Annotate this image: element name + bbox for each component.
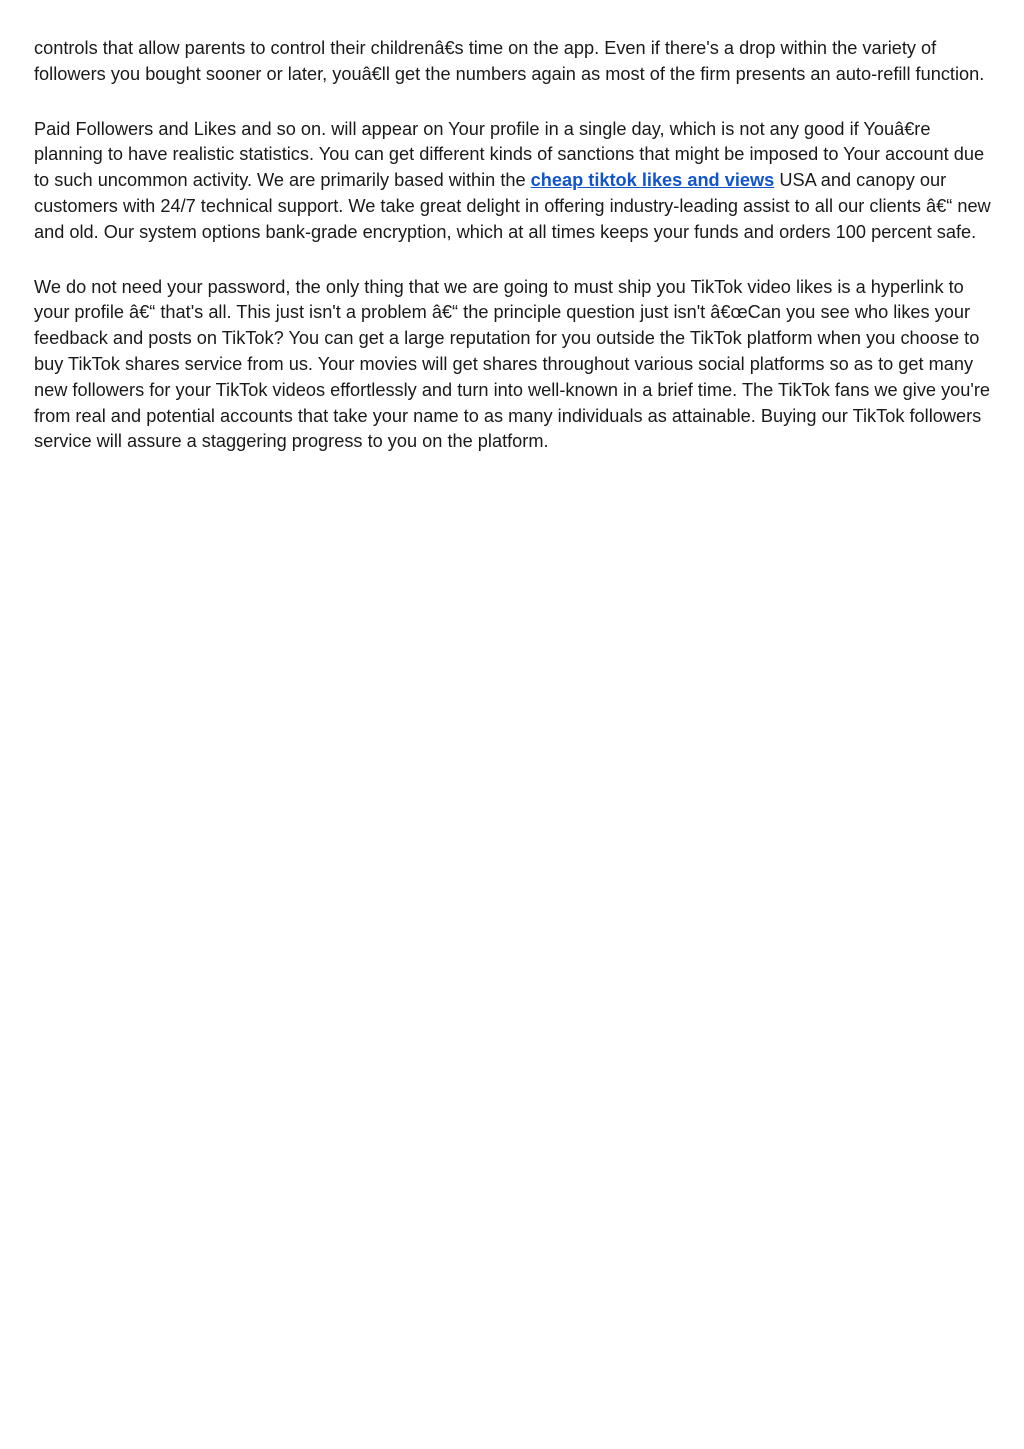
paragraph-paid-followers — [34, 117, 994, 246]
document-page — [34, 36, 994, 484]
paragraph-password-info: We do not need your password, the only thing that we are going to must ship you TikTok video likes is a hyperlink to your profile â€“ that's all. This just isn't a problem â€“ the principle question just isn't â€œCan you see who likes your feedback and posts on TikTok? You can get a large reputation for you outside the TikTok platform when you choose to buy TikTok shares service from us. Your movies will get shares throughout various social platforms so as to get many new followers for your TikTok videos effortlessly and turn into well-known in a brief time. The TikTok fans we give you're from real and potential accounts that take your name to as many individuals as attainable. Buying our TikTok followers service will assure a staggering progress to you on the platform. — [34, 276, 991, 452]
paragraph-parental-controls: controls that allow parents to control their childrenâ€s time on the app. Even if there's a drop within the variety of followers you bought sooner or later, youâ€ll get the numbers again as most of the firm presents an auto-refill function. — [34, 38, 985, 84]
paragraph-text-before-link: Paid Followers and Likes and so on. will appear on Your profile in a single day, which is not any good if Youâ€re planning to have realistic statistics. You can get different kinds of sanctions that might be imposed to Your account due to such uncommon activity. We are primarily based within the — [34, 118, 985, 191]
paragraph-text-after-link: USA and canopy our customers with 24/7 technical support. We take great delight in offering industry-leading assist to all our clients â€“ new and old. Our system options bank-grade encryption, which at all times keeps your funds and orders 100 percent safe. — [34, 170, 991, 242]
cheap-tiktok-likes-link[interactable]: cheap tiktok likes and views — [530, 170, 775, 191]
